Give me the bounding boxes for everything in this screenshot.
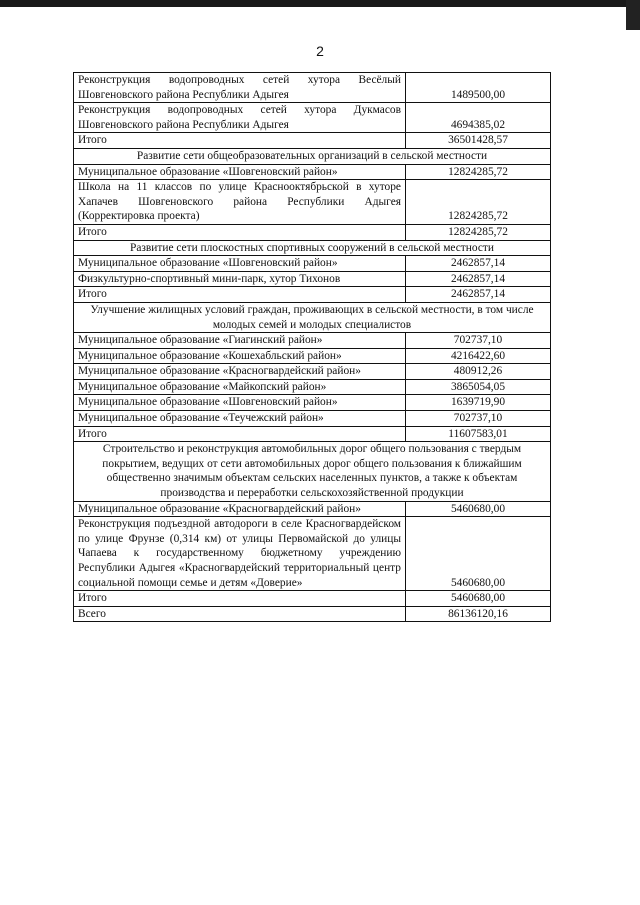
row-name: Реконструкция подъездной автодороги в селе Красногвардейском по улице Фрунзе (0,314 км) от улицы Первомайской до улицы Чапаева к государственному бюджетному учреждению Республики Адыгея «Красногвардейский территориальный центр социальной помощи семье и детям «Доверие» [74,517,406,591]
subtotal-row [74,224,551,240]
table-row [74,180,551,225]
subtotal-row [74,287,551,303]
subtotal-amount: 2462857,14 [406,287,551,303]
grand-total-label: Всего [74,606,406,622]
row-amount: 1489500,00 [406,73,551,103]
scan-corner-mark [626,0,640,30]
row-name: Муниципальное образование «Шовгеновский район» [74,164,406,180]
row-amount: 2462857,14 [406,256,551,272]
row-amount: 702737,10 [406,411,551,427]
subtotal-amount: 36501428,57 [406,133,551,149]
row-name: Физкультурно-спортивный мини-парк, хутор Тихонов [74,271,406,287]
section-title: Развитие сети плоскостных спортивных сооружений в сельской местности [74,240,551,256]
row-name: Муниципальное образование «Шовгеновский район» [74,395,406,411]
row-amount: 2462857,14 [406,271,551,287]
table-row [74,379,551,395]
subtotal-label: Итого [74,287,406,303]
row-name: Школа на 11 классов по улице Краснооктябрьской в хуторе Хапачев Шовгеновского района Республики Адыгея (Корректировка проекта) [74,180,406,225]
subtotal-label: Итого [74,426,406,442]
row-name: Реконструкция водопроводных сетей хутора Дукмасов Шовгеновского района Республики Адыгея [74,103,406,133]
row-name: Муниципальное образование «Красногвардейский район» [74,364,406,380]
subtotal-amount: 5460680,00 [406,591,551,607]
row-name: Муниципальное образование «Гиагинский район» [74,333,406,349]
row-name: Муниципальное образование «Шовгеновский район» [74,256,406,272]
row-name: Муниципальное образование «Красногвардейский район» [74,501,406,517]
budget-table-body [74,73,551,622]
table-row [74,73,551,103]
page-number: 2 [316,43,324,59]
section-title: Строительство и реконструкция автомобильных дорог общего пользования с твердым покрытием, ведущих от сети автомобильных дорог общего пользования к ближайшим общественно значимым объектам сельских населенных пунктов, а также к объектам производства и переработки сельскохозяйственной продукции [74,442,551,501]
subtotal-label: Итого [74,591,406,607]
subtotal-amount: 12824285,72 [406,224,551,240]
table-row [74,271,551,287]
table-row [74,517,551,591]
table-row [74,164,551,180]
row-amount: 1639719,90 [406,395,551,411]
table-row [74,256,551,272]
row-amount: 5460680,00 [406,517,551,591]
subtotal-row [74,426,551,442]
table-row [74,395,551,411]
section-header-row [74,148,551,164]
section-header-row [74,442,551,501]
section-header-row [74,240,551,256]
row-amount: 4694385,02 [406,103,551,133]
row-amount: 3865054,05 [406,379,551,395]
row-amount: 5460680,00 [406,501,551,517]
row-amount: 702737,10 [406,333,551,349]
row-amount: 4216422,60 [406,348,551,364]
budget-table [73,72,551,622]
subtotal-label: Итого [74,224,406,240]
row-name: Муниципальное образование «Кошехабльский район» [74,348,406,364]
section-title: Улучшение жилищных условий граждан, проживающих в сельской местности, в том числе молодых семей и молодых специалистов [74,302,551,332]
grand-total-row [74,606,551,622]
table-row [74,411,551,427]
table-row [74,348,551,364]
scan-top-edge [0,0,640,7]
section-title: Развитие сети общеобразовательных организаций в сельской местности [74,148,551,164]
row-name: Муниципальное образование «Теучежский район» [74,411,406,427]
section-header-row [74,302,551,332]
table-row [74,103,551,133]
subtotal-row [74,133,551,149]
grand-total-amount: 86136120,16 [406,606,551,622]
subtotal-amount: 11607583,01 [406,426,551,442]
row-name: Реконструкция водопроводных сетей хутора Весёлый Шовгеновского района Республики Адыгея [74,73,406,103]
row-name: Муниципальное образование «Майкопский район» [74,379,406,395]
subtotal-label: Итого [74,133,406,149]
row-amount: 12824285,72 [406,180,551,225]
row-amount: 480912,26 [406,364,551,380]
subtotal-row [74,591,551,607]
table-row [74,501,551,517]
table-row [74,364,551,380]
row-amount: 12824285,72 [406,164,551,180]
table-row [74,333,551,349]
